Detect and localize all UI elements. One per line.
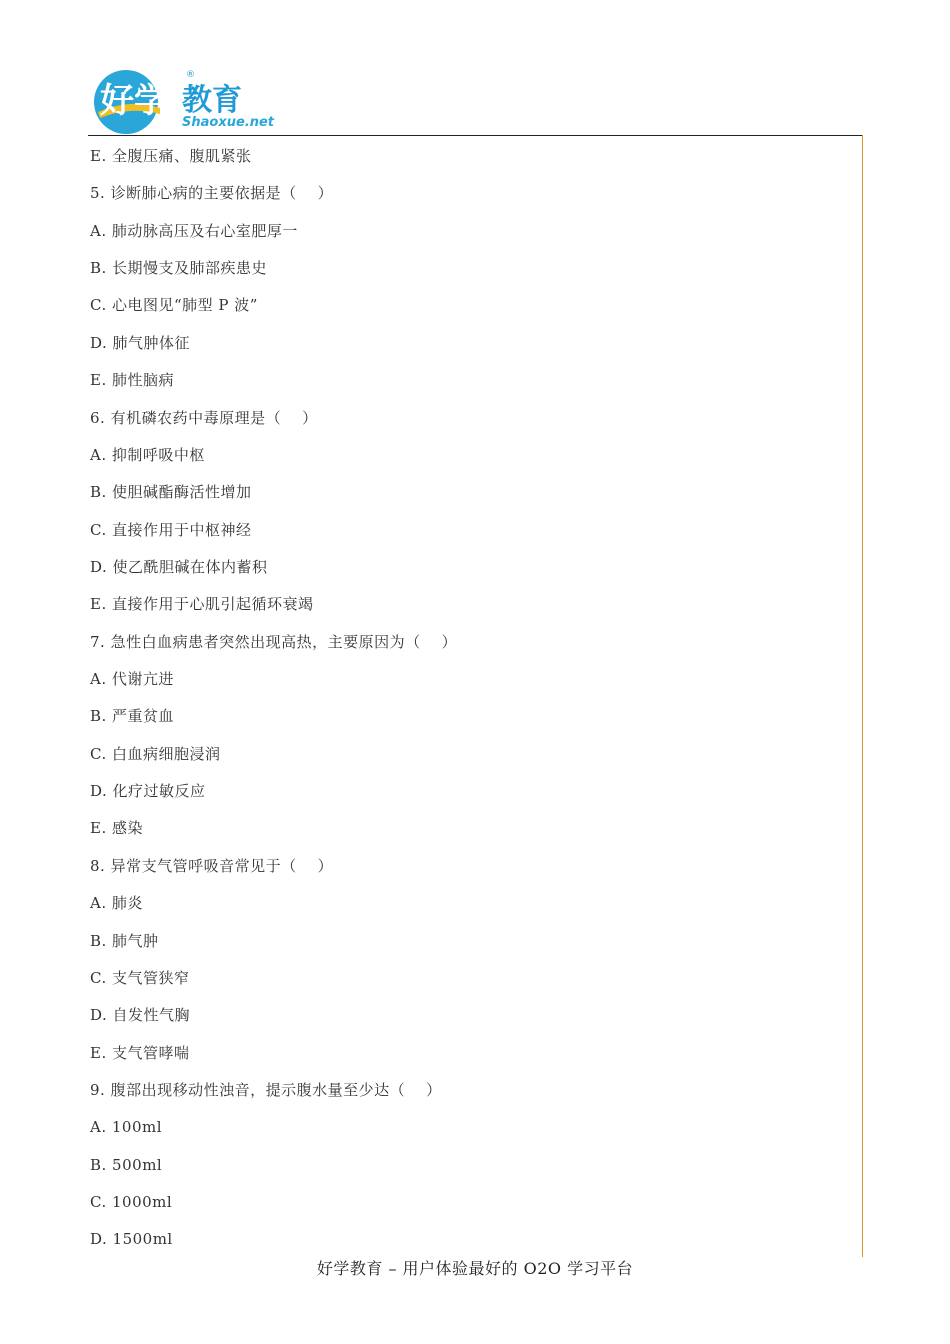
question-stem: 5. 诊断肺心病的主要依据是（ ） bbox=[90, 184, 334, 203]
answer-option: D. 使乙酰胆碱在体内蓄积 bbox=[90, 557, 268, 576]
answer-option: B. 500ml bbox=[90, 1155, 163, 1174]
answer-option: B. 使胆碱酯酶活性增加 bbox=[90, 483, 252, 502]
answer-option: A. 肺炎 bbox=[90, 894, 143, 913]
answer-option: B. 长期慢支及肺部疾患史 bbox=[90, 259, 268, 278]
answer-option: C. 直接作用于中枢神经 bbox=[90, 520, 252, 539]
right-margin-rule bbox=[862, 135, 863, 1257]
page-footer: 好学教育 – 用户体验最好的 O2O 学习平台 bbox=[316, 1259, 634, 1278]
logo-registered-mark: ® bbox=[186, 70, 195, 80]
shaoxue-logo bbox=[90, 68, 280, 134]
answer-option: D. 1500ml bbox=[90, 1230, 173, 1249]
answer-option: C. 支气管狭窄 bbox=[90, 968, 190, 987]
logo-brand-suffix: 教育 bbox=[182, 83, 242, 118]
answer-option: C. 心电图见“肺型 P 波” bbox=[90, 296, 258, 315]
question-stem: 7. 急性白血病患者突然出现高热，主要原因为（ ） bbox=[90, 632, 458, 651]
answer-option: E. 感染 bbox=[90, 819, 143, 838]
question-stem: 9. 腹部出现移动性浊音，提示腹水量至少达（ ） bbox=[90, 1080, 442, 1099]
answer-option: A. 抑制呼吸中枢 bbox=[90, 445, 205, 464]
question-stem: 8. 异常支气管呼吸音常见于（ ） bbox=[90, 856, 334, 875]
question-stem: 6. 有机磷农药中毒原理是（ ） bbox=[90, 408, 318, 427]
answer-option: E. 肺性脑病 bbox=[90, 371, 174, 390]
answer-option: B. 肺气肿 bbox=[90, 931, 159, 950]
answer-option: A. 100ml bbox=[90, 1118, 163, 1137]
answer-option: D. 肺气肿体征 bbox=[90, 333, 191, 352]
answer-option: C. 1000ml bbox=[90, 1193, 173, 1212]
question-text-block bbox=[90, 144, 850, 1265]
logo-graphic bbox=[90, 68, 280, 134]
text-line: E. 全腹压痛、腹肌紧张 bbox=[90, 147, 252, 165]
answer-option: E. 支气管哮喘 bbox=[90, 1043, 190, 1062]
logo-brand-chars: 好学 bbox=[100, 81, 168, 121]
answer-option: D. 化疗过敏反应 bbox=[90, 782, 206, 801]
answer-option: E. 直接作用于心肌引起循环衰竭 bbox=[90, 595, 314, 614]
logo-domain: Shaoxue.net bbox=[182, 115, 275, 130]
answer-option: D. 自发性气胸 bbox=[90, 1006, 191, 1025]
answer-option: A. 代谢亢进 bbox=[90, 670, 174, 689]
answer-option: B. 严重贫血 bbox=[90, 707, 175, 726]
answer-option: C. 白血病细胞浸润 bbox=[90, 744, 221, 763]
header-divider bbox=[88, 135, 863, 136]
answer-option: A. 肺动脉高压及右心室肥厚一 bbox=[90, 221, 298, 240]
